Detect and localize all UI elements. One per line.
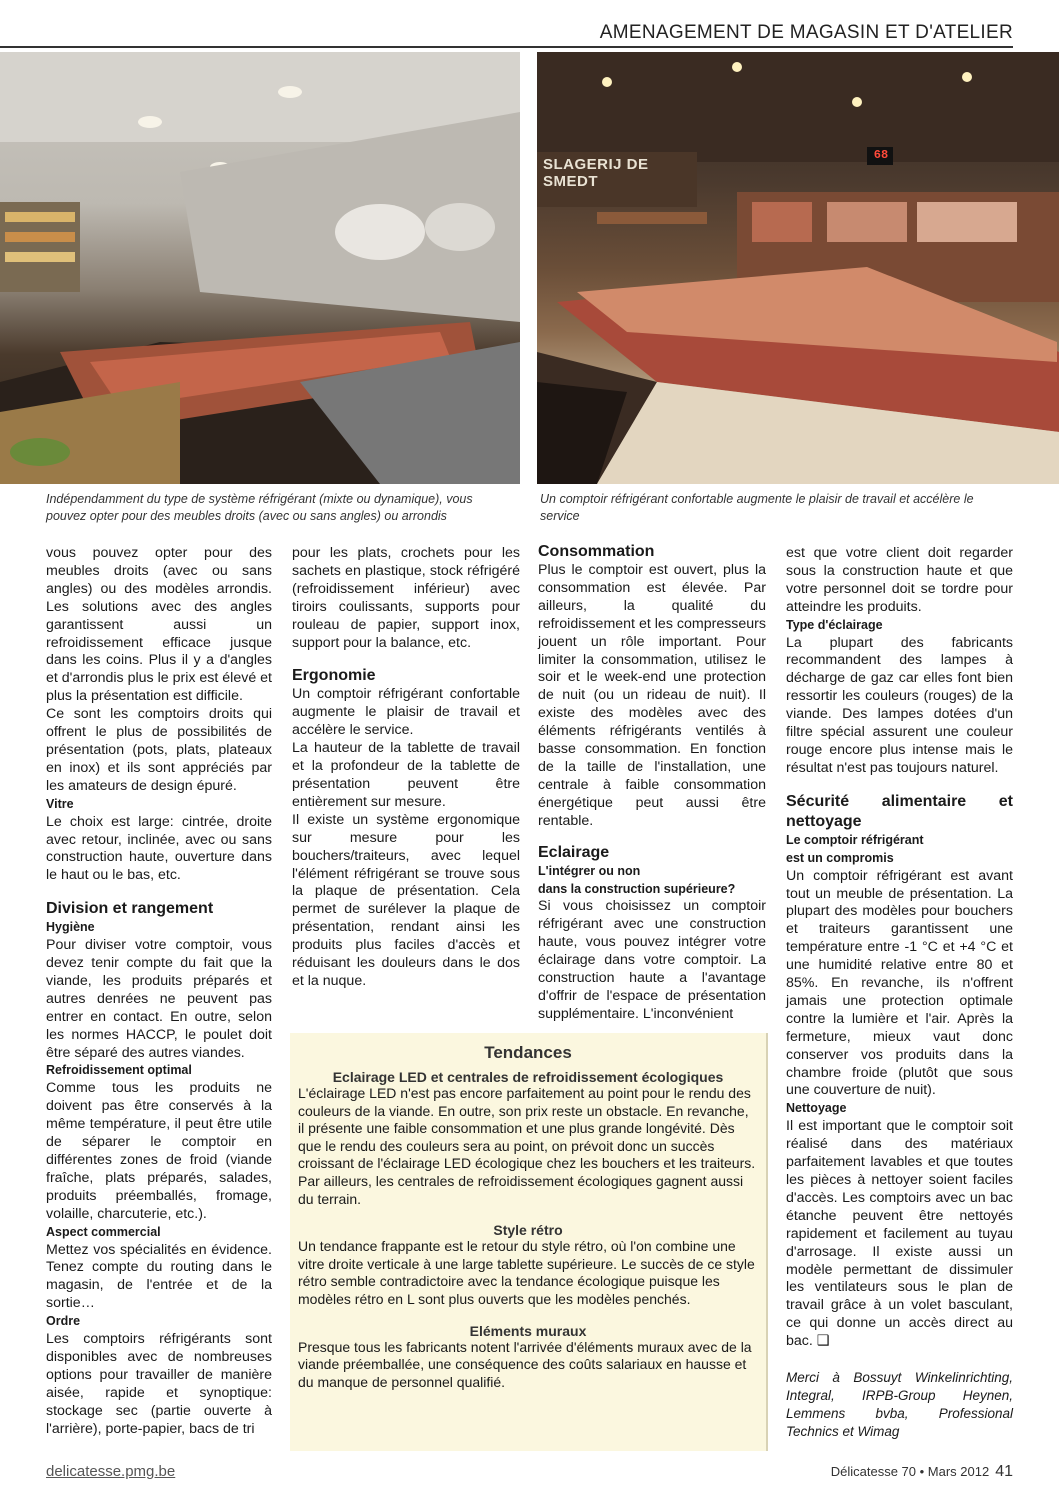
box-subheading-led: Eclairage LED et centrales de refroidissement écologiques — [332, 1069, 724, 1085]
photo-right-illustration — [537, 52, 1059, 484]
heading-securite: Sécurité alimentaire et nettoyage — [786, 792, 1013, 830]
heading-eclairage: Eclairage — [538, 843, 610, 861]
column-4 — [786, 545, 1013, 1441]
subheading-ordre: Ordre — [46, 1314, 81, 1329]
subheading-type-eclairage: Type d'éclairage — [786, 617, 883, 632]
photo-butcher-counter-cows — [0, 52, 520, 484]
paragraph: pour les plats, crochets pour les sachets en plastique, stock réfrigéré (refroidissement inférieur) avec tiroirs coulissants, supports pour rouleau de papier, support inox, support pour la balance, etc. — [292, 545, 520, 651]
heading-division: Division et rangement — [46, 900, 214, 918]
box-paragraph-muraux: Presque tous les fabricants notent l'arrivée d'éléments muraux avec de la viande préemballée, une conséquence des coûts salariaux en hausse et du manque de personnel qualifié. — [298, 1338, 752, 1390]
footer-issue — [831, 1463, 1013, 1481]
store-sign: SLAGERIJ DE SMEDT — [543, 156, 649, 190]
caption-right: Un comptoir réfrigérant confortable augmente le plaisir de travail et accélère le service — [540, 492, 974, 523]
subheading-refroidissement: Refroidissement optimal — [46, 1063, 192, 1078]
photo-slagerij-counter — [537, 52, 1059, 484]
subheading-aspect: Aspect commercial — [46, 1224, 161, 1239]
box-subheading-retro: Style rétro — [493, 1222, 563, 1239]
paragraph: est que votre client doit regarder sous la construction haute et que votre personnel doit se tordre pour atteindre les produits. — [786, 545, 1013, 615]
column-3 — [538, 542, 766, 1024]
subheading-integrer: L'intégrer ou non — [538, 863, 641, 878]
issue-label: Délicatesse 70 • Mars 2012 — [830, 1464, 990, 1479]
subheading-compromis: est un compromis — [786, 850, 894, 865]
photo-left-illustration — [0, 52, 520, 484]
paragraph: Il est important que le comptoir soit réalisé dans des matériaux parfaitement lavables et que toutes les pièces à nettoyer soient faciles d'accès. Les comptoirs avec un bac étanche peuvent être nettoyés rapidement et facilement au tuyau d'arrosage. Il existe aussi un modèle permettant de dissimuler les ventilateurs sous le plan de travail grâce à un volet basculant, ce qui donne un accès direct au bac. ❑ — [786, 1118, 1013, 1350]
column-1 — [46, 545, 272, 1439]
heading-ergonomie: Ergonomie — [292, 667, 376, 685]
subheading-construction: dans la construction supérieure? — [538, 881, 736, 896]
website-link[interactable]: delicatesse.pmg.be — [46, 1463, 176, 1480]
paragraph: Mettez vos spécialités en évidence. Tenez compte du routing dans le magasin, de l'entrée et de la sortie… — [46, 1241, 272, 1312]
box-paragraph-retro: Un tendance frappante est le retour du style rétro, où l'on combine une vitre droite verticale à une large tablette supérieure. Le succès de ce style rétro semble contradictoire avec la tendance écologique puisque les modèles rétro en L sont plus ouverts que les modèles penchés. — [298, 1238, 755, 1307]
subheading-hygiene: Hygiène — [46, 920, 95, 935]
page-number: 41 — [995, 1463, 1013, 1480]
column-2 — [292, 545, 520, 991]
paragraph: La hauteur de la tablette de travail et la profondeur de la tablette de présentation peuvent être entièrement sur mesure. — [292, 740, 520, 810]
caption-left: Indépendamment du type de système réfrigérant (mixte ou dynamique), vous pouvez opter pour des meubles droits (avec ou sans angles) ou arrondis — [46, 492, 473, 523]
subheading-vitre: Vitre — [46, 796, 74, 811]
queue-display: 68 — [873, 148, 889, 162]
subheading-nettoyage: Nettoyage — [786, 1101, 847, 1116]
paragraph: Un comptoir réfrigérant confortable augmente le plaisir de travail et accélère le service. — [292, 686, 520, 739]
paragraph: Ce sont les comptoirs droits qui offrent le plus de possibilités de présentation (pots, plats, plateaux en inox) et ils sont appréciés par les amateurs de design épuré. — [46, 706, 272, 794]
paragraph: Si vous choisissez un comptoir réfrigérant avec une construction haute, vous pouvez intégrer votre éclairage dans votre comptoir. La construction haute a l'avantage d'offrir de l'espace de présentation supplémentaire. L'inconvénient — [538, 898, 766, 1022]
paragraph: Comme tous les produits ne doivent pas être conservés à la même température, il peut être utile de séparer le comptoir en différentes zones de froid (viande fraîche, plats préparés, salades, produits préemballés, fromage, volaille, charcuterie, etc.). — [46, 1080, 272, 1222]
paragraph: Le choix est large: cintrée, droite avec retour, inclinée, avec ou sans construction haute, ouverture dans le haut ou le bas, etc. — [46, 813, 272, 884]
paragraph: Il existe un système ergonomique sur mesure pour les bouchers/traiteurs, avec lequel l'élément réfrigérant se trouve sous la plaque de présentation. Cela permet de surélever la plaque de présentation, rendant ainsi les produits plus faciles d'accès et réduisant les douleurs dans le dos et la nuque. — [292, 811, 520, 989]
paragraph: La plupart des fabricants recommandent des lampes à décharge de gaz car elles font bien ressortir les couleurs (rouges) de la viande. Des lampes dotées d'un filtre spécial assurent une couleur rouge encore plus intense mais le résultat n'est pas toujours naturel. — [786, 634, 1013, 776]
credits: Merci à Bossuyt Winkelinrichting, Integral, IRPB-Group Heynen, Lemmens bvba, Professional Technics et Wimag — [786, 1370, 1013, 1439]
box-paragraph-led: L'éclairage LED n'est pas encore parfaitement au point pour le rendu des couleurs de la viande. En outre, son prix reste un obstacle. En revanche, il présente une faible consommation et une plus grande longévité. Dès que le rendu des couleurs sera au point, on prévoit donc un succès croissant de l'éclairage LED écologique chez les bouchers et les traiteurs. Par ailleurs, les centrales de refroidissement écologiques gagnent aussi du terrain. — [298, 1085, 756, 1207]
paragraph: Plus le comptoir est ouvert, plus la consommation est élevée. Par ailleurs, la qualité du refroidissement et les compresseurs jouent un rôle important. Pour limiter la consommation, utilisez le soir et le week-end une protection de nuit (ou un rideau de nuit). Il existe des modèles avec des éléments réfrigérants ventilés à basse consommation. En fonction de la taille de l'installation, une centrale à faible consommation énergétique peut aussi être rentable. — [538, 562, 766, 829]
box-subheading-muraux: Eléments muraux — [469, 1322, 587, 1339]
paragraph: Un comptoir réfrigérant est avant tout un meuble de présentation. La plupart des modèles pour bouchers et traiteurs garantissent une température entre -1 °C et +4 °C et une humidité relative entre 80 et 85%. En revanche, ils n'offrent jamais une protection optimale contre la lumière et l'air. Après la fermeture, mieux vaut donc conserver vos produits dans la chambre froide (plutôt que sous une couverture de nuit). — [786, 867, 1013, 1099]
header-rule — [0, 46, 1013, 48]
box-title: Tendances — [484, 1043, 572, 1062]
paragraph: Pour diviser votre comptoir, vous devez tenir compte du fait que la viande, les produits préparés et autres denrées ne peuvent pas entrer en contact. En outre, selon les normes HACCP, le poulet doit être séparé des autres viandes. — [46, 937, 272, 1061]
heading-consommation: Consommation — [538, 543, 655, 560]
tendances-box — [290, 1033, 768, 1451]
subheading-comptoir: Le comptoir réfrigérant — [786, 832, 924, 847]
paragraph: vous pouvez opter pour des meubles droits (avec ou sans angles) ou des modèles arrondis. Les solutions avec des angles garantissent aussi un refroidissement efficace jusque dans les coins. Plus il y a d'angles et d'arrondis plus le prix est élevé et plus la présentation est difficile. — [46, 545, 272, 705]
section-title: AMENAGEMENT DE MAGASIN ET D'ATELIER — [599, 22, 1013, 43]
paragraph: Les comptoirs réfrigérants sont disponibles avec de nombreuses options pour travailler de manière aisée, rapide et synoptique: stockage sec (partie ouverte à l'arrière), porte-papier, bacs de tri — [46, 1331, 272, 1437]
